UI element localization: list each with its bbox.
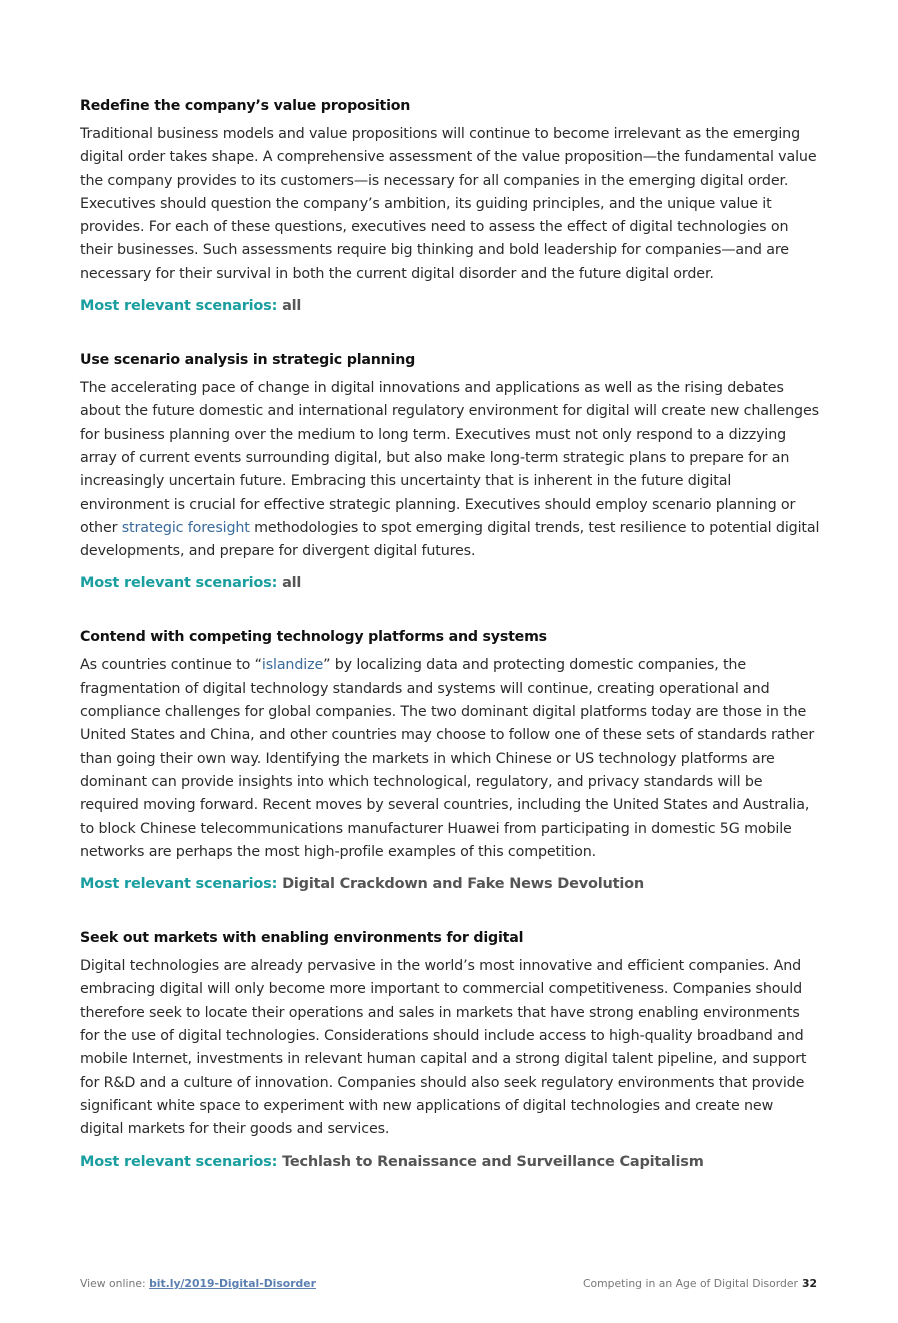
section-body xyxy=(80,123,820,286)
relevant-scenarios xyxy=(80,1152,820,1172)
body-text: ” by localizing data and protecting domestic companies, the fragmentation of digital technology standards and systems will continue, creating operational and compliance challenges for global companies. The two dominant digital platforms today are those in the United States and China, and other countries may choose to follow one of these sets of standards rather than going their own way. Identifying the markets in which Chinese or US technology platforms are dominant can provide insights into which technological, regulatory, and privacy standards will be required moving forward. Recent moves by several countries, including the United States and Australia, to block Chinese telecommunications manufacturer Huawei from participating in domestic 5G mobile networks are perhaps the most high-profile examples of this competition. xyxy=(80,657,815,860)
scenarios-value: Digital Crackdown and Fake News Devolution xyxy=(282,876,645,893)
section xyxy=(80,350,820,593)
scenarios-value: Techlash to Renaissance and Surveillance Capitalism xyxy=(282,1153,704,1170)
section xyxy=(80,627,820,894)
body-text: As countries continue to “ xyxy=(80,657,262,674)
page-number: 32 xyxy=(801,1277,817,1290)
view-online-label: View online: xyxy=(80,1277,150,1290)
scenarios-label: Most relevant scenarios: xyxy=(80,876,278,893)
section-heading: Seek out markets with enabling environments for digital xyxy=(80,930,524,947)
section-heading: Use scenario analysis in strategic planning xyxy=(80,352,416,369)
section-body xyxy=(80,377,820,563)
section-heading: Contend with competing technology platforms and systems xyxy=(80,629,547,646)
relevant-scenarios xyxy=(80,296,820,316)
body-text: methodologies to spot emerging digital trends, test resilience to potential digital developments, and prepare for divergent digital futures. xyxy=(80,519,820,560)
section-body xyxy=(80,955,820,1141)
section-body xyxy=(80,654,820,864)
scenarios-label: Most relevant scenarios: xyxy=(80,575,278,592)
section xyxy=(80,96,820,316)
section-heading: Redefine the company’s value proposition xyxy=(80,98,411,114)
scenarios-value: all xyxy=(282,298,302,315)
scenarios-value: all xyxy=(282,575,302,592)
footer-report-title: Competing in an Age of Digital Disorder xyxy=(582,1277,798,1290)
inline-link[interactable]: islandize xyxy=(261,657,324,674)
relevant-scenarios xyxy=(80,573,820,593)
relevant-scenarios xyxy=(80,874,820,894)
body-text: Digital technologies are already pervasive in the world’s most innovative and efficient companies. And embracing digital will only become more important to commercial competitiveness. Companies should therefore seek to locate their operations and sales in markets that have strong enabling environments for the use of digital technologies. Considerations should include access to high-quality broadband and mobile Internet, investments in relevant human capital and a strong digital talent pipeline, and support for R&D and a culture of innovation. Companies should also seek regulatory environments that provide significant white space to experiment with new applications of digital technologies and create new digital markets for their goods and services. xyxy=(80,958,807,1138)
section xyxy=(80,928,820,1171)
page-content xyxy=(80,96,820,1206)
scenarios-label: Most relevant scenarios: xyxy=(80,1153,278,1170)
body-text: The accelerating pace of change in digital innovations and applications as well as the rising debates about the future domestic and international regulatory environment for digital will create new challenges for business planning over the medium to long term. Executives must not only respond to a dizzying array of current events surrounding digital, but also make long-term strategic plans to prepare for an increasingly uncertain future. Embracing this uncertainty that is inherent in the future digital environment is crucial for effective strategic planning. Executives should employ scenario planning or other xyxy=(80,380,819,536)
body-text: Traditional business models and value propositions will continue to become irrelevant as the emerging digital order takes shape. A comprehensive assessment of the value proposition—the fundamental value the company provides to its customers—is necessary for all companies in the emerging digital order. Executives should question the company’s ambition, its guiding principles, and the unique value it provides. For each of these questions, executives need to assess the effect of digital technologies on their businesses. Such assessments require big thinking and bold leadership for companies—and are necessary for their survival in both the current digital disorder and the future digital order. xyxy=(80,126,817,282)
view-online-link[interactable]: bit.ly/2019-Digital-Disorder xyxy=(149,1277,316,1290)
inline-link[interactable]: strategic foresight xyxy=(121,519,250,536)
scenarios-label: Most relevant scenarios: xyxy=(80,298,278,315)
footer-title-area xyxy=(583,1277,817,1290)
footer-view-online xyxy=(80,1277,316,1290)
